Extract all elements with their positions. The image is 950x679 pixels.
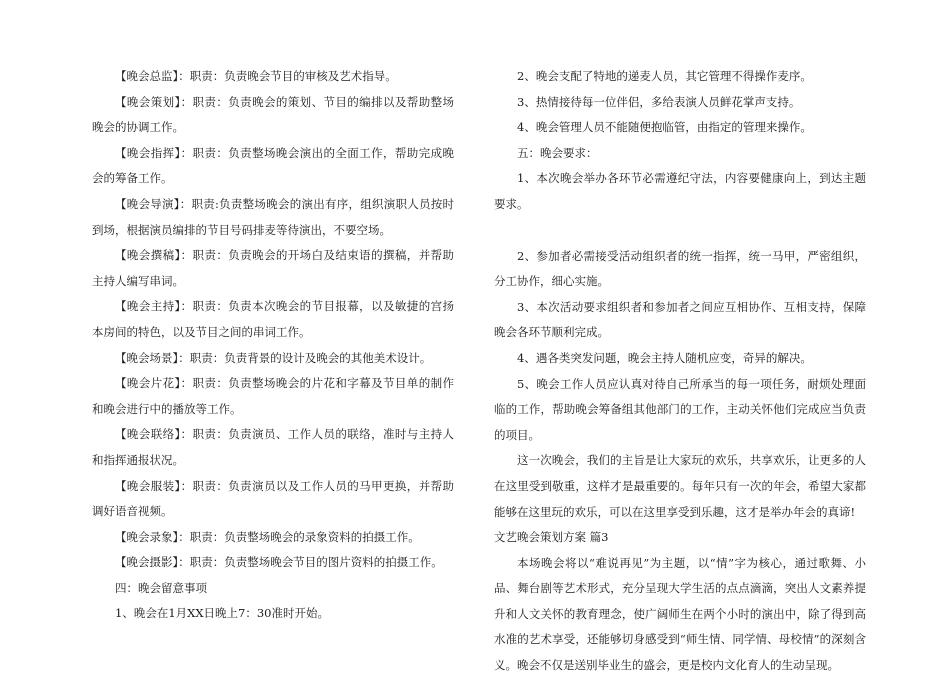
duty-photography: 【晚会摄影】：职责：负责整场晚会节目的图片资料的拍摄工作。 <box>115 555 443 570</box>
requirement-item-3: 3、本次活动要求组织者和参加者之间应互相协作、互相支持，保障晚会各环节顺利完成。 <box>494 299 866 340</box>
right-column <box>494 64 866 679</box>
requirement-item-2: 2、参加者必需接受活动组织者的统一指挥，统一马甲，严密组织，分工协作，细心实施。 <box>494 248 866 289</box>
section-heading-requirements: 五：晚会要求： <box>517 145 598 160</box>
duty-host: 【晚会主持】：职责：负责本次晚会的节目报幕，以及敏捷的宫扬本房间的特色，以及节目之间的串词工作。 <box>92 299 454 339</box>
closing-paragraph: 这一次晚会，我们的主旨是让大家玩的欢乐，共享欢乐，让更多的人在这里受到敬重，这样才是最重要的。每年只有一次的年会，希望大家都能够在这里玩的欢乐，可以在这里享受到乐趣，这才是举办年会的真谛! <box>494 453 866 519</box>
duty-video: 【晚会录象】：职责：负责整场晚会的录象资料的拍摄工作。 <box>115 529 420 544</box>
duty-director: 【晚会总监】：职责：负责晚会节目的审核及艺术指导。 <box>115 69 397 83</box>
note-item-4: 4、晚会管理人员不能随便抱临管，由指定的管理来操作。 <box>517 120 812 135</box>
duty-scenery: 【晚会场景】：职责：负责背景的设计及晚会的其他美术设计。 <box>115 350 432 365</box>
duty-clips: 【晚会片花】：职责：负责整场晚会的片花和字幕及节目单的制作和晚会进行中的播放等工作。 <box>92 376 454 416</box>
paragraph-gap <box>494 218 866 244</box>
requirement-item-5: 5、晚会工作人员应认真对待自己所承当的每一项任务，耐烦处理面临的工作，帮助晚会筹备组其他部门的工作，主动关怀他们完成应当负责的项目。 <box>494 376 866 442</box>
duty-costume: 【晚会服装】：职责：负责演员以及工作人员的马甲更换，并帮助调好语音视频。 <box>92 478 454 519</box>
plan-3-intro: 本场晚会将以“难说再见”为主题，以“情”字为核心，通过歌舞、小品、舞台剧等艺术形式，充分呈现大学生活的点点滴滴，突出人文素养提升和人文关怀的教育理念，使广阔师生在两个小时的演出中，除了得到高水准的艺术享受，还能够切身感受到“师生情、同学情、母校情”的深刻含义。晚会不仅是送别毕业生的盛会，更是校内文化育人的生动呈现。 <box>494 555 866 673</box>
section-heading-plan-3: 文艺晚会策划方案 篇3 <box>494 530 609 545</box>
duty-planner: 【晚会策划】：职责：负责晚会的策划、节目的编排以及帮助整场晚会的协调工作。 <box>92 94 454 135</box>
requirement-item-1: 1、本次晚会举办各环节必需遵纪守法，内容要健康向上，到达主题要求。 <box>494 171 866 211</box>
note-item-2: 2、晚会支配了特地的递麦人员，其它管理不得操作麦序。 <box>517 69 812 83</box>
note-item-3: 3、热情接待每一位伴侣，多给表演人员鲜花掌声支持。 <box>517 94 801 109</box>
duty-liaison: 【晚会联络】：职责：负责演员、工作人员的联络，准时与主持人和指挥通报状况。 <box>92 427 454 467</box>
requirement-item-4: 4、遇各类突发问题，晚会主持人随机应变，奇异的解决。 <box>517 350 812 365</box>
left-column <box>92 64 454 627</box>
duty-scriptwriter: 【晚会撰稿】：职责：负责晚会的开场白及结束语的撰稿，并帮助主持人编写串词。 <box>92 248 454 288</box>
section-heading-notes: 四：晚会留意事项 <box>115 580 207 595</box>
note-item-1: 1、晚会在1月XX日晚上7：30准时开始。 <box>115 606 329 621</box>
duty-stage-director: 【晚会导演】：职责:负责整场晚会的演出有序，组织演职人员按时到场，根据演员编排的节目号码排麦等待演出，不要空场。 <box>92 196 454 237</box>
duty-conductor: 【晚会指挥】：职责：负责整场晚会演出的全面工作，帮助完成晚会的筹备工作。 <box>92 145 454 186</box>
